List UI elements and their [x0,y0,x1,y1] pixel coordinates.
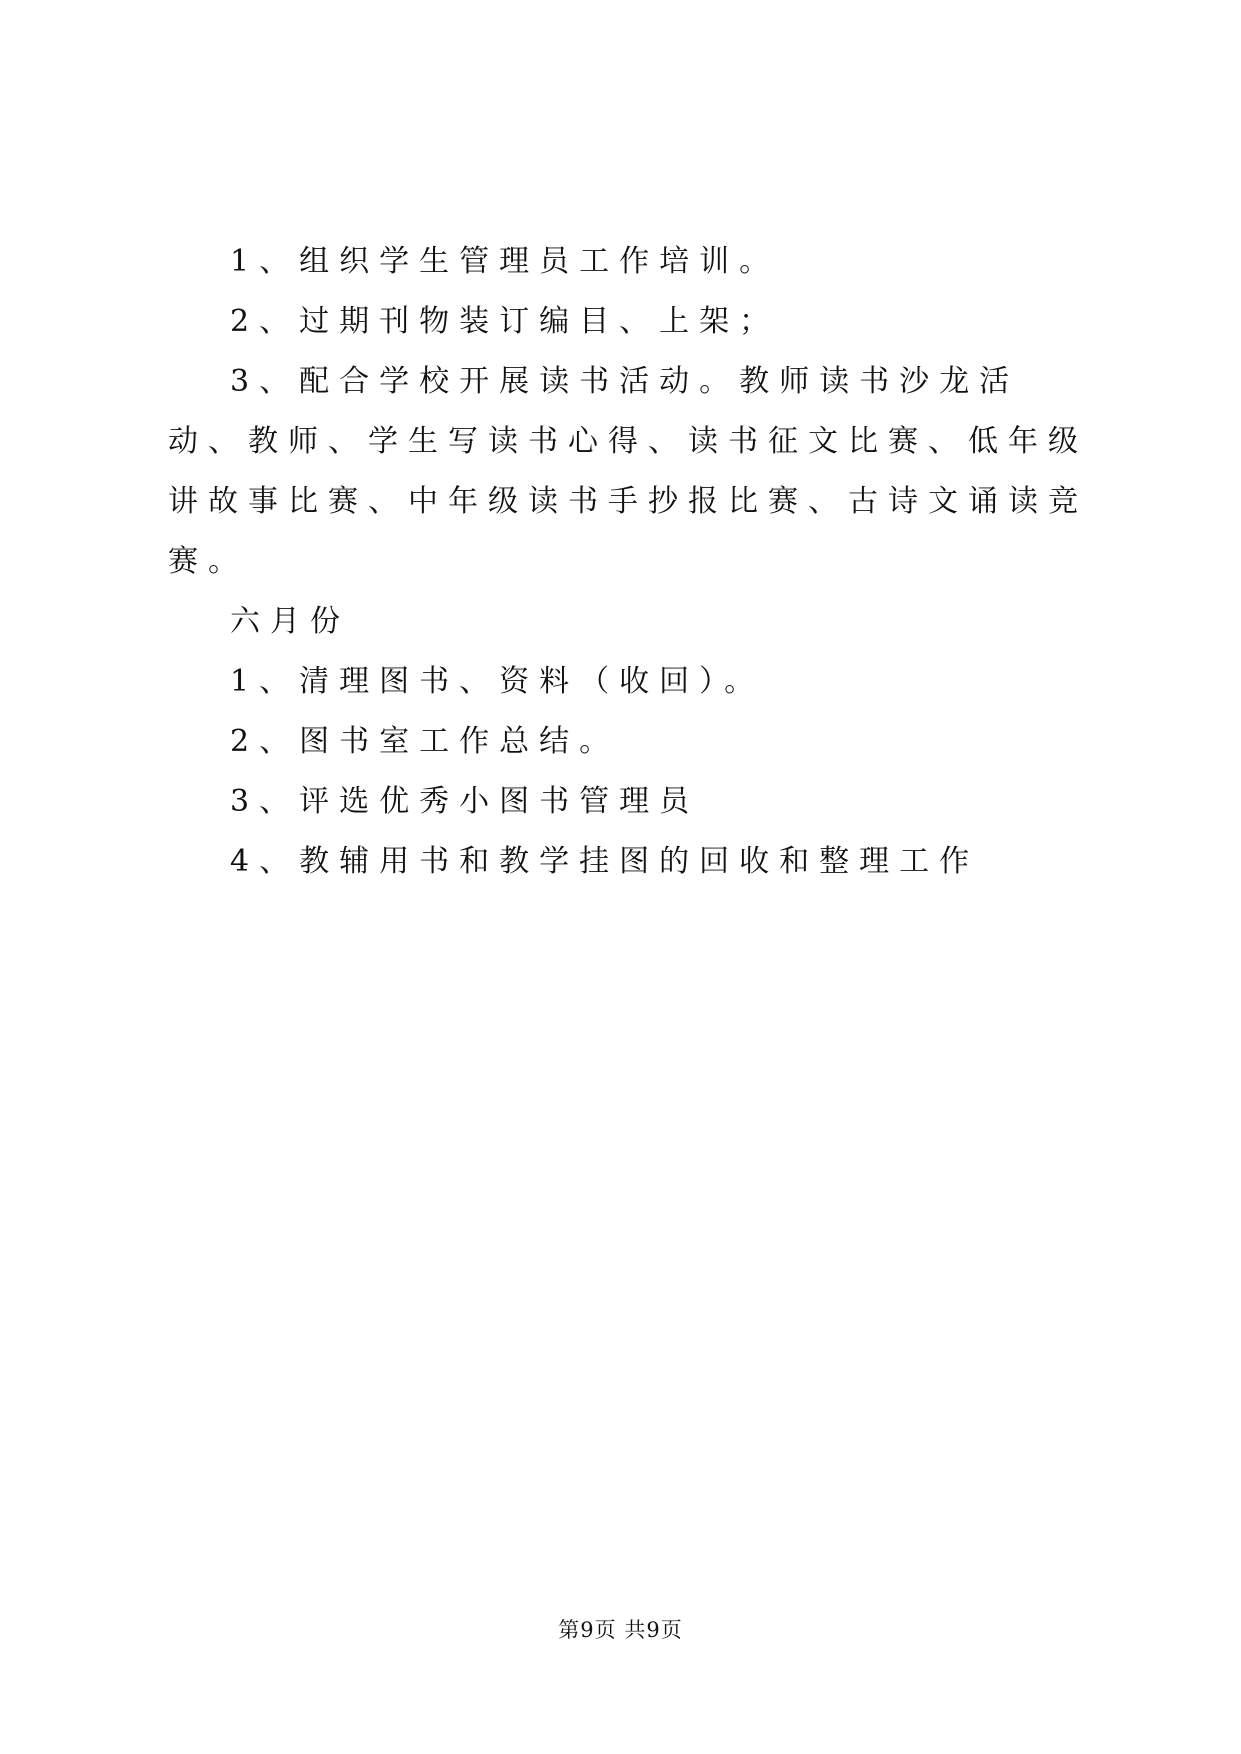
list-item: 3、评选优秀小图书管理员 [230,784,700,819]
page-number-footer: 第9页 共9页 [558,1618,683,1642]
document-body [168,232,1088,892]
section-heading: 六月份 [230,604,350,639]
list-item: 1、组织学生管理员工作培训。 [230,244,780,279]
list-item: 2、过期刊物装订编目、上架； [230,304,780,339]
list-item: 2、图书室工作总结。 [230,724,620,759]
list-item: 4、教辅用书和教学挂图的回收和整理工作 [230,844,980,879]
list-item: 3、配合学校开展读书活动。教师读书沙龙活动、教师、学生写读书心得、读书征文比赛、低年级讲故事比赛、中年级读书手抄报比赛、古诗文诵读竞赛。 [168,364,1088,579]
list-item: 1、清理图书、资料（收回）。 [230,664,765,699]
